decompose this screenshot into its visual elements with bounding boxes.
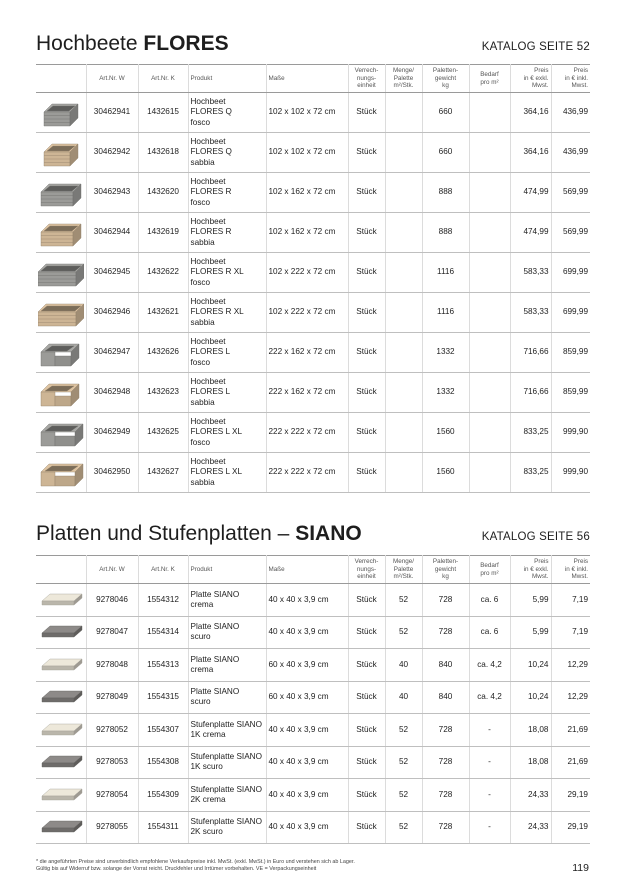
cell-einheit: Stück [348, 373, 385, 413]
cell-menge: 52 [385, 714, 422, 747]
cell-menge: 52 [385, 584, 422, 617]
header-preis-exkl: Preis in € exkl. Mwst. [510, 556, 551, 584]
cell-art-nr-w: 30462941 [86, 93, 138, 133]
table-row [36, 779, 590, 812]
cell-art-nr-w: 30462942 [86, 133, 138, 173]
cell-produkt: Hochbeet FLORES R XL sabbia [188, 293, 266, 333]
cell-bedarf: ca. 6 [469, 584, 510, 617]
cell-masse: 40 x 40 x 3,9 cm [266, 779, 348, 812]
cell-masse: 222 x 222 x 72 cm [266, 453, 348, 493]
header-gewicht: Paletten- gewicht kg [422, 65, 469, 93]
raised-bed-image [36, 373, 86, 413]
cell-art-nr-k: 1432623 [138, 373, 188, 413]
cell-einheit: Stück [348, 333, 385, 373]
cell-masse: 222 x 162 x 72 cm [266, 373, 348, 413]
siano-title-bold: SIANO [295, 522, 362, 545]
cell-produkt: Hochbeet FLORES R fosco [188, 173, 266, 213]
header-masse: Maße [266, 556, 348, 584]
cell-einheit: Stück [348, 649, 385, 682]
cell-menge [385, 293, 422, 333]
cell-art-nr-w: 9278049 [86, 681, 138, 714]
header-preis-exkl: Preis in € exkl. Mwst. [510, 65, 551, 93]
header-art-nr-w: Art.Nr. W [86, 556, 138, 584]
header-art-nr-w: Art.Nr. W [86, 65, 138, 93]
cell-art-nr-w: 9278053 [86, 746, 138, 779]
cell-einheit: Stück [348, 746, 385, 779]
cell-produkt: Platte SIANO scuro [188, 616, 266, 649]
cell-preis-inkl: 21,69 [551, 714, 590, 747]
cell-art-nr-k: 1432622 [138, 253, 188, 293]
cell-art-nr-w: 9278055 [86, 811, 138, 844]
cell-art-nr-w: 9278046 [86, 584, 138, 617]
cell-gewicht: 728 [422, 746, 469, 779]
cell-einheit: Stück [348, 779, 385, 812]
cell-preis-inkl: 699,99 [551, 253, 590, 293]
cell-gewicht: 660 [422, 133, 469, 173]
header-bedarf: Bedarf pro m² [469, 65, 510, 93]
cell-menge [385, 373, 422, 413]
cell-preis-exkl: 583,33 [510, 293, 551, 333]
cell-einheit: Stück [348, 413, 385, 453]
cell-einheit: Stück [348, 253, 385, 293]
cell-preis-exkl: 716,66 [510, 333, 551, 373]
cell-bedarf: ca. 6 [469, 616, 510, 649]
cell-gewicht: 1116 [422, 293, 469, 333]
table-row [36, 93, 590, 133]
cell-preis-exkl: 18,08 [510, 714, 551, 747]
header-art-nr-k: Art.Nr. K [138, 556, 188, 584]
cell-gewicht: 840 [422, 649, 469, 682]
header-produkt: Produkt [188, 65, 266, 93]
cell-art-nr-w: 30462950 [86, 453, 138, 493]
siano-title-regular: Platten und Stufenplatten – [36, 522, 290, 545]
cell-menge: 40 [385, 649, 422, 682]
cell-art-nr-k: 1432618 [138, 133, 188, 173]
cell-preis-exkl: 18,08 [510, 746, 551, 779]
table-row [36, 649, 590, 682]
table-row [36, 213, 590, 253]
raised-bed-image [36, 253, 86, 293]
cell-menge [385, 213, 422, 253]
slab-image [36, 649, 86, 682]
header-art-nr-k: Art.Nr. K [138, 65, 188, 93]
header-einheit: Verrech- nungs- einheit [348, 556, 385, 584]
header-produkt: Produkt [188, 556, 266, 584]
cell-preis-inkl: 569,99 [551, 213, 590, 253]
cell-preis-exkl: 474,99 [510, 173, 551, 213]
siano-section-title [36, 522, 362, 546]
cell-gewicht: 1560 [422, 413, 469, 453]
cell-einheit: Stück [348, 293, 385, 333]
flores-table-body [36, 93, 590, 493]
cell-art-nr-k: 1432621 [138, 293, 188, 333]
cell-produkt: Stufenplatte SIANO 1K scuro [188, 746, 266, 779]
cell-menge: 40 [385, 681, 422, 714]
cell-menge [385, 133, 422, 173]
cell-produkt: Stufenplatte SIANO 2K scuro [188, 811, 266, 844]
cell-bedarf: ca. 4,2 [469, 681, 510, 714]
cell-art-nr-w: 9278048 [86, 649, 138, 682]
cell-art-nr-k: 1432619 [138, 213, 188, 253]
table-row [36, 133, 590, 173]
cell-masse: 102 x 102 x 72 cm [266, 93, 348, 133]
cell-art-nr-k: 1554308 [138, 746, 188, 779]
table-row [36, 811, 590, 844]
cell-produkt: Hochbeet FLORES Q sabbia [188, 133, 266, 173]
flores-title-bold: FLORES [143, 32, 229, 55]
table-row [36, 616, 590, 649]
cell-preis-inkl: 12,29 [551, 649, 590, 682]
cell-art-nr-k: 1554307 [138, 714, 188, 747]
cell-einheit: Stück [348, 213, 385, 253]
cell-preis-inkl: 7,19 [551, 584, 590, 617]
cell-gewicht: 1332 [422, 373, 469, 413]
cell-gewicht: 888 [422, 173, 469, 213]
raised-bed-image [36, 173, 86, 213]
cell-masse: 102 x 222 x 72 cm [266, 293, 348, 333]
table-row [36, 373, 590, 413]
table-row [36, 681, 590, 714]
cell-menge: 52 [385, 616, 422, 649]
cell-produkt: Hochbeet FLORES Q fosco [188, 93, 266, 133]
cell-produkt: Hochbeet FLORES L XL sabbia [188, 453, 266, 493]
cell-bedarf [469, 373, 510, 413]
cell-menge: 52 [385, 746, 422, 779]
raised-bed-image [36, 213, 86, 253]
cell-preis-exkl: 583,33 [510, 253, 551, 293]
header-masse: Maße [266, 65, 348, 93]
cell-bedarf: - [469, 779, 510, 812]
siano-catalog-reference: KATALOG SEITE 56 [481, 531, 590, 543]
raised-bed-image [36, 453, 86, 493]
slab-image [36, 811, 86, 844]
cell-masse: 60 x 40 x 3,9 cm [266, 649, 348, 682]
cell-art-nr-k: 1432625 [138, 413, 188, 453]
cell-masse: 40 x 40 x 3,9 cm [266, 811, 348, 844]
cell-preis-inkl: 699,99 [551, 293, 590, 333]
cell-gewicht: 840 [422, 681, 469, 714]
cell-bedarf [469, 453, 510, 493]
cell-produkt: Hochbeet FLORES R XL fosco [188, 253, 266, 293]
table-row [36, 714, 590, 747]
cell-preis-exkl: 24,33 [510, 811, 551, 844]
cell-produkt: Hochbeet FLORES L XL fosco [188, 413, 266, 453]
slab-image [36, 746, 86, 779]
cell-preis-exkl: 5,99 [510, 584, 551, 617]
cell-bedarf [469, 253, 510, 293]
cell-bedarf [469, 133, 510, 173]
slab-image [36, 714, 86, 747]
cell-bedarf: - [469, 714, 510, 747]
cell-menge [385, 413, 422, 453]
cell-produkt: Hochbeet FLORES L fosco [188, 333, 266, 373]
cell-masse: 40 x 40 x 3,9 cm [266, 746, 348, 779]
cell-bedarf [469, 333, 510, 373]
cell-produkt: Stufenplatte SIANO 1K crema [188, 714, 266, 747]
table-row [36, 333, 590, 373]
cell-art-nr-k: 1554313 [138, 649, 188, 682]
cell-einheit: Stück [348, 714, 385, 747]
cell-preis-inkl: 859,99 [551, 333, 590, 373]
cell-preis-inkl: 7,19 [551, 616, 590, 649]
cell-art-nr-w: 30462945 [86, 253, 138, 293]
cell-preis-inkl: 999,90 [551, 413, 590, 453]
cell-gewicht: 1116 [422, 253, 469, 293]
cell-preis-inkl: 12,29 [551, 681, 590, 714]
cell-bedarf: - [469, 811, 510, 844]
footnote [36, 859, 355, 874]
cell-art-nr-w: 30462946 [86, 293, 138, 333]
header-image [36, 65, 86, 93]
cell-produkt: Platte SIANO crema [188, 649, 266, 682]
cell-masse: 40 x 40 x 3,9 cm [266, 714, 348, 747]
cell-preis-inkl: 859,99 [551, 373, 590, 413]
page-number: 119 [572, 862, 589, 874]
cell-masse: 222 x 162 x 72 cm [266, 333, 348, 373]
cell-art-nr-k: 1554314 [138, 616, 188, 649]
header-menge: Menge/ Palette m²/Stk. [385, 65, 422, 93]
raised-bed-image [36, 293, 86, 333]
cell-art-nr-w: 9278052 [86, 714, 138, 747]
header-bedarf: Bedarf pro m² [469, 556, 510, 584]
cell-art-nr-k: 1432626 [138, 333, 188, 373]
cell-einheit: Stück [348, 173, 385, 213]
cell-preis-inkl: 999,90 [551, 453, 590, 493]
cell-art-nr-w: 30462943 [86, 173, 138, 213]
cell-art-nr-w: 30462944 [86, 213, 138, 253]
cell-art-nr-w: 30462948 [86, 373, 138, 413]
header-image [36, 556, 86, 584]
header-einheit: Verrech- nungs- einheit [348, 65, 385, 93]
cell-preis-inkl: 29,19 [551, 779, 590, 812]
cell-preis-exkl: 833,25 [510, 453, 551, 493]
cell-bedarf [469, 293, 510, 333]
cell-menge: 52 [385, 811, 422, 844]
header-preis-inkl: Preis in € inkl. Mwst. [551, 65, 590, 93]
cell-art-nr-k: 1554312 [138, 584, 188, 617]
cell-produkt: Stufenplatte SIANO 2K crema [188, 779, 266, 812]
cell-masse: 102 x 162 x 72 cm [266, 213, 348, 253]
cell-einheit: Stück [348, 133, 385, 173]
flores-section-title [36, 32, 229, 56]
cell-gewicht: 1332 [422, 333, 469, 373]
cell-produkt: Platte SIANO scuro [188, 681, 266, 714]
slab-image [36, 779, 86, 812]
footnote-line-2: Gültig bis auf Widerruf bzw. solange der Vorrat reicht. Druckfehler und Irrtümer vorbehalten. VE = Verpackungseinheit [36, 866, 317, 873]
cell-einheit: Stück [348, 93, 385, 133]
cell-preis-exkl: 716,66 [510, 373, 551, 413]
cell-preis-inkl: 21,69 [551, 746, 590, 779]
cell-gewicht: 1560 [422, 453, 469, 493]
cell-art-nr-k: 1554315 [138, 681, 188, 714]
cell-art-nr-k: 1432615 [138, 93, 188, 133]
cell-preis-exkl: 364,16 [510, 93, 551, 133]
table-row [36, 584, 590, 617]
cell-masse: 60 x 40 x 3,9 cm [266, 681, 348, 714]
cell-preis-inkl: 29,19 [551, 811, 590, 844]
cell-gewicht: 888 [422, 213, 469, 253]
header-gewicht: Paletten- gewicht kg [422, 556, 469, 584]
cell-bedarf [469, 413, 510, 453]
cell-menge [385, 253, 422, 293]
cell-preis-exkl: 833,25 [510, 413, 551, 453]
footnote-line-1: * die angeführten Preise sind unverbindlich empfohlene Verkaufspreise inkl. MwSt. (exkl. MwSt.) in Euro und verstehen sich ab Lager. [36, 859, 355, 865]
flores-title-regular: Hochbeete [36, 32, 138, 55]
cell-art-nr-k: 1432620 [138, 173, 188, 213]
cell-preis-inkl: 436,99 [551, 133, 590, 173]
table-row [36, 746, 590, 779]
cell-menge: 52 [385, 779, 422, 812]
table-row [36, 413, 590, 453]
cell-einheit: Stück [348, 811, 385, 844]
raised-bed-image [36, 333, 86, 373]
table-row [36, 293, 590, 333]
flores-catalog-reference: KATALOG SEITE 52 [481, 41, 590, 53]
cell-art-nr-k: 1554309 [138, 779, 188, 812]
siano-table-body [36, 584, 590, 844]
cell-preis-exkl: 10,24 [510, 681, 551, 714]
table-row [36, 453, 590, 493]
cell-gewicht: 660 [422, 93, 469, 133]
cell-einheit: Stück [348, 616, 385, 649]
cell-masse: 102 x 162 x 72 cm [266, 173, 348, 213]
cell-produkt: Hochbeet FLORES R sabbia [188, 213, 266, 253]
header-preis-inkl: Preis in € inkl. Mwst. [551, 556, 590, 584]
slab-image [36, 616, 86, 649]
cell-einheit: Stück [348, 681, 385, 714]
cell-menge [385, 453, 422, 493]
cell-gewicht: 728 [422, 811, 469, 844]
cell-preis-exkl: 364,16 [510, 133, 551, 173]
cell-produkt: Platte SIANO crema [188, 584, 266, 617]
table-row [36, 253, 590, 293]
cell-art-nr-w: 9278047 [86, 616, 138, 649]
cell-preis-inkl: 436,99 [551, 93, 590, 133]
siano-header-row [36, 556, 590, 584]
slab-image [36, 681, 86, 714]
cell-menge [385, 173, 422, 213]
flores-header-row [36, 65, 590, 93]
cell-preis-exkl: 10,24 [510, 649, 551, 682]
cell-gewicht: 728 [422, 779, 469, 812]
cell-produkt: Hochbeet FLORES L sabbia [188, 373, 266, 413]
cell-gewicht: 728 [422, 714, 469, 747]
cell-bedarf [469, 93, 510, 133]
cell-bedarf [469, 213, 510, 253]
siano-table [36, 555, 590, 844]
cell-menge [385, 333, 422, 373]
cell-masse: 222 x 222 x 72 cm [266, 413, 348, 453]
flores-table [36, 64, 590, 493]
cell-art-nr-k: 1432627 [138, 453, 188, 493]
cell-art-nr-w: 30462947 [86, 333, 138, 373]
cell-masse: 40 x 40 x 3,9 cm [266, 616, 348, 649]
cell-menge [385, 93, 422, 133]
raised-bed-image [36, 93, 86, 133]
cell-art-nr-w: 9278054 [86, 779, 138, 812]
cell-masse: 40 x 40 x 3,9 cm [266, 584, 348, 617]
cell-bedarf: - [469, 746, 510, 779]
cell-bedarf: ca. 4,2 [469, 649, 510, 682]
cell-gewicht: 728 [422, 584, 469, 617]
header-menge: Menge/ Palette m²/Stk. [385, 556, 422, 584]
cell-bedarf [469, 173, 510, 213]
cell-art-nr-k: 1554311 [138, 811, 188, 844]
cell-einheit: Stück [348, 453, 385, 493]
cell-preis-inkl: 569,99 [551, 173, 590, 213]
raised-bed-image [36, 413, 86, 453]
cell-einheit: Stück [348, 584, 385, 617]
cell-art-nr-w: 30462949 [86, 413, 138, 453]
slab-image [36, 584, 86, 617]
cell-preis-exkl: 5,99 [510, 616, 551, 649]
cell-preis-exkl: 474,99 [510, 213, 551, 253]
table-row [36, 173, 590, 213]
cell-gewicht: 728 [422, 616, 469, 649]
cell-masse: 102 x 222 x 72 cm [266, 253, 348, 293]
cell-preis-exkl: 24,33 [510, 779, 551, 812]
cell-masse: 102 x 102 x 72 cm [266, 133, 348, 173]
raised-bed-image [36, 133, 86, 173]
